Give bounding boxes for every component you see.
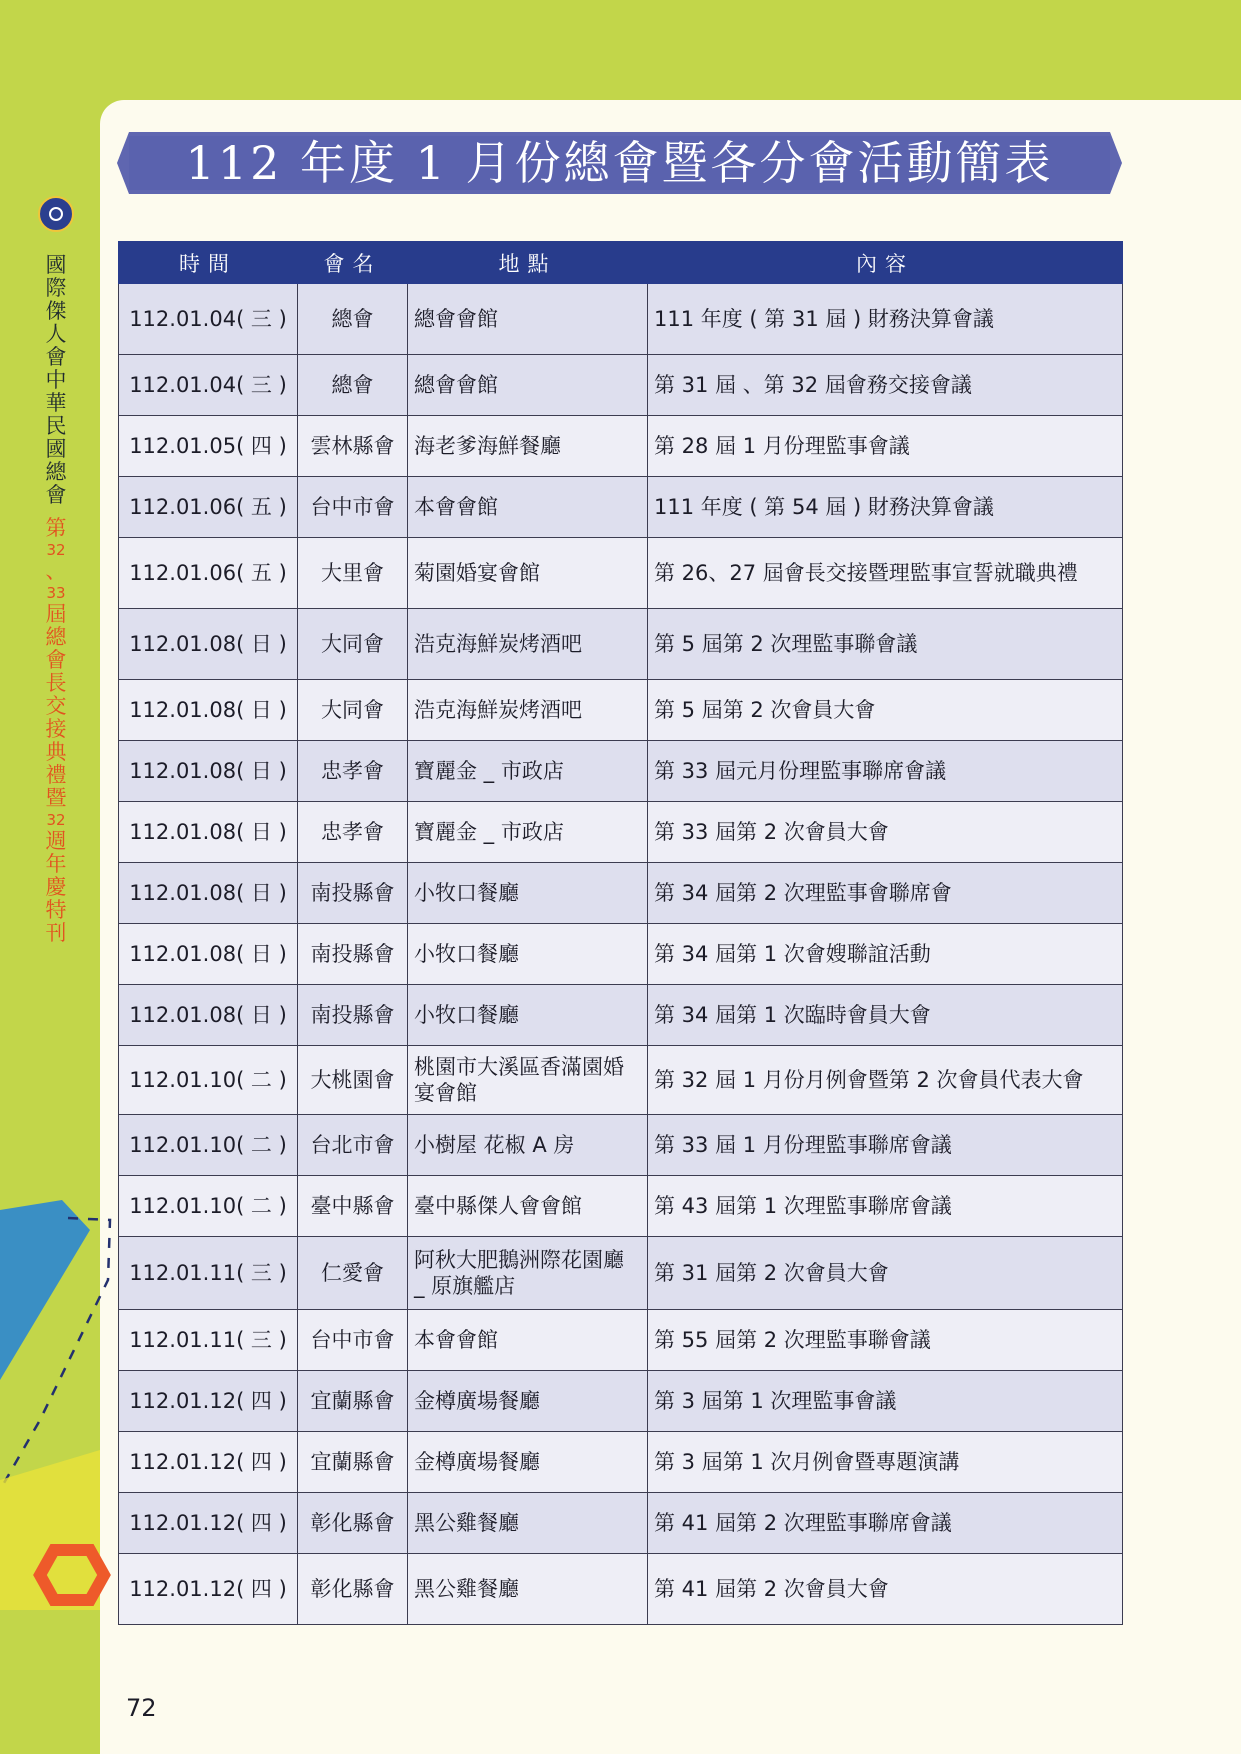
cell-content: 第 26、27 屆會長交接暨理監事宣誓就職典禮: [648, 538, 1123, 609]
cell-place: 小樹屋 花椒 A 房: [408, 1115, 648, 1176]
cell-place: 本會會館: [408, 477, 648, 538]
table-row: [119, 477, 1123, 538]
cell-content: 第 34 屆第 1 次臨時會員大會: [648, 985, 1123, 1046]
cell-place: 總會會館: [408, 284, 648, 355]
cell-date: 112.01.12( 四 ): [119, 1371, 298, 1432]
cell-place: 總會會館: [408, 355, 648, 416]
table-row: [119, 1310, 1123, 1371]
table-row: [119, 802, 1123, 863]
cell-content: 第 41 屆第 2 次會員大會: [648, 1554, 1123, 1625]
cell-content: 111 年度 ( 第 54 屆 ) 財務決算會議: [648, 477, 1123, 538]
cell-org: 大同會: [298, 609, 408, 680]
cell-place: 金樽廣場餐廳: [408, 1432, 648, 1493]
cell-date: 112.01.08( 日 ): [119, 802, 298, 863]
cell-date: 112.01.10( 二 ): [119, 1046, 298, 1115]
cell-content: 第 55 屆第 2 次理監事聯會議: [648, 1310, 1123, 1371]
header-content: 內容: [648, 242, 1123, 284]
activity-schedule-table: [118, 241, 1123, 1625]
table-row: [119, 1432, 1123, 1493]
cell-date: 112.01.10( 二 ): [119, 1115, 298, 1176]
table-row: [119, 985, 1123, 1046]
table-row: [119, 1115, 1123, 1176]
blue-shape-icon: [0, 1200, 90, 1380]
cell-date: 112.01.06( 五 ): [119, 538, 298, 609]
cell-content: 第 3 屆第 1 次月例會暨專題演講: [648, 1432, 1123, 1493]
cell-org: 忠孝會: [298, 741, 408, 802]
table-row: [119, 863, 1123, 924]
cell-content: 第 28 屆 1 月份理監事會議: [648, 416, 1123, 477]
cell-place: 桃園市大溪區香滿園婚宴會館: [408, 1046, 648, 1115]
cell-date: 112.01.08( 日 ): [119, 985, 298, 1046]
cell-org: 南投縣會: [298, 863, 408, 924]
cell-date: 112.01.08( 日 ): [119, 680, 298, 741]
table-row: [119, 538, 1123, 609]
side-vertical-caption: [44, 254, 68, 945]
header-place: 地點: [408, 242, 648, 284]
cell-place: 黑公雞餐廳: [408, 1493, 648, 1554]
cell-content: 第 5 屆第 2 次理監事聯會議: [648, 609, 1123, 680]
cell-date: 112.01.12( 四 ): [119, 1432, 298, 1493]
table-row: [119, 355, 1123, 416]
cell-content: 第 32 屆 1 月份月例會暨第 2 次會員代表大會: [648, 1046, 1123, 1115]
cell-place: 浩克海鮮炭烤酒吧: [408, 680, 648, 741]
table-row: [119, 1371, 1123, 1432]
cell-date: 112.01.11( 三 ): [119, 1310, 298, 1371]
cell-content: 第 43 屆第 1 次理監事聯席會議: [648, 1176, 1123, 1237]
cell-place: 金樽廣場餐廳: [408, 1371, 648, 1432]
cell-org: 忠孝會: [298, 802, 408, 863]
cell-place: 寶麗金 _ 市政店: [408, 802, 648, 863]
header-date: 時間: [119, 242, 298, 284]
table-row: [119, 416, 1123, 477]
cell-org: 宜蘭縣會: [298, 1371, 408, 1432]
cell-date: 112.01.04( 三 ): [119, 284, 298, 355]
table-row: [119, 1046, 1123, 1115]
table-row: [119, 284, 1123, 355]
cell-org: 台中市會: [298, 1310, 408, 1371]
cell-org: 臺中縣會: [298, 1176, 408, 1237]
table-row: [119, 1237, 1123, 1310]
table-row: [119, 741, 1123, 802]
cell-content: 第 34 屆第 1 次會嫂聯誼活動: [648, 924, 1123, 985]
cell-org: 總會: [298, 355, 408, 416]
cell-date: 112.01.08( 日 ): [119, 741, 298, 802]
table-row: [119, 924, 1123, 985]
table-row: [119, 609, 1123, 680]
cell-content: 第 5 屆第 2 次會員大會: [648, 680, 1123, 741]
cell-content: 第 31 屆第 2 次會員大會: [648, 1237, 1123, 1310]
cell-org: 大桃園會: [298, 1046, 408, 1115]
cell-content: 第 34 屆第 2 次理監事會聯席會: [648, 863, 1123, 924]
cell-org: 大同會: [298, 680, 408, 741]
cell-place: 浩克海鮮炭烤酒吧: [408, 609, 648, 680]
cell-content: 第 31 屆 、第 32 屆會務交接會議: [648, 355, 1123, 416]
table-header-row: [119, 242, 1123, 284]
table-row: [119, 1554, 1123, 1625]
page-number: 72: [126, 1694, 157, 1722]
cell-date: 112.01.06( 五 ): [119, 477, 298, 538]
cell-content: 第 33 屆第 2 次會員大會: [648, 802, 1123, 863]
cell-org: 南投縣會: [298, 924, 408, 985]
cell-org: 彰化縣會: [298, 1493, 408, 1554]
page-title: 112 年度 1 月份總會暨各分會活動簡表: [185, 136, 1054, 190]
cell-org: 南投縣會: [298, 985, 408, 1046]
cell-place: 寶麗金 _ 市政店: [408, 741, 648, 802]
cell-place: 海老爹海鮮餐廳: [408, 416, 648, 477]
cell-org: 台北市會: [298, 1115, 408, 1176]
table-row: [119, 1176, 1123, 1237]
cell-date: 112.01.05( 四 ): [119, 416, 298, 477]
cell-content: 第 33 屆 1 月份理監事聯席會議: [648, 1115, 1123, 1176]
cell-place: 本會會館: [408, 1310, 648, 1371]
cell-org: 仁愛會: [298, 1237, 408, 1310]
cell-org: 大里會: [298, 538, 408, 609]
club-emblem-icon: [38, 196, 74, 232]
side-geometric-decoration: [0, 1190, 130, 1610]
cell-place: 臺中縣傑人會會館: [408, 1176, 648, 1237]
side-org-name: 國際傑人會中華民國總會: [45, 253, 67, 507]
cell-date: 112.01.04( 三 ): [119, 355, 298, 416]
cell-date: 112.01.08( 日 ): [119, 924, 298, 985]
table-row: [119, 680, 1123, 741]
cell-place: 菊園婚宴會館: [408, 538, 648, 609]
cell-date: 112.01.11( 三 ): [119, 1237, 298, 1310]
cell-org: 彰化縣會: [298, 1554, 408, 1625]
cell-content: 111 年度 ( 第 31 屆 ) 財務決算會議: [648, 284, 1123, 355]
title-banner: [117, 132, 1122, 194]
table-row: [119, 1493, 1123, 1554]
cell-org: 總會: [298, 284, 408, 355]
side-edition: 第 32 、 33 屆總會長交接典禮暨 32 週年慶特刊: [45, 516, 67, 945]
cell-place: 阿秋大肥鵝洲際花園廳 _ 原旗艦店: [408, 1237, 648, 1310]
cell-place: 小牧口餐廳: [408, 924, 648, 985]
cell-content: 第 3 屆第 1 次理監事會議: [648, 1371, 1123, 1432]
cell-date: 112.01.10( 二 ): [119, 1176, 298, 1237]
cell-date: 112.01.12( 四 ): [119, 1493, 298, 1554]
cell-place: 小牧口餐廳: [408, 985, 648, 1046]
cell-org: 台中市會: [298, 477, 408, 538]
cell-content: 第 33 屆元月份理監事聯席會議: [648, 741, 1123, 802]
cell-place: 黑公雞餐廳: [408, 1554, 648, 1625]
cell-date: 112.01.08( 日 ): [119, 863, 298, 924]
cell-date: 112.01.08( 日 ): [119, 609, 298, 680]
cell-org: 宜蘭縣會: [298, 1432, 408, 1493]
header-org: 會名: [298, 242, 408, 284]
cell-date: 112.01.12( 四 ): [119, 1554, 298, 1625]
cell-content: 第 41 屆第 2 次理監事聯席會議: [648, 1493, 1123, 1554]
cell-org: 雲林縣會: [298, 416, 408, 477]
cell-place: 小牧口餐廳: [408, 863, 648, 924]
